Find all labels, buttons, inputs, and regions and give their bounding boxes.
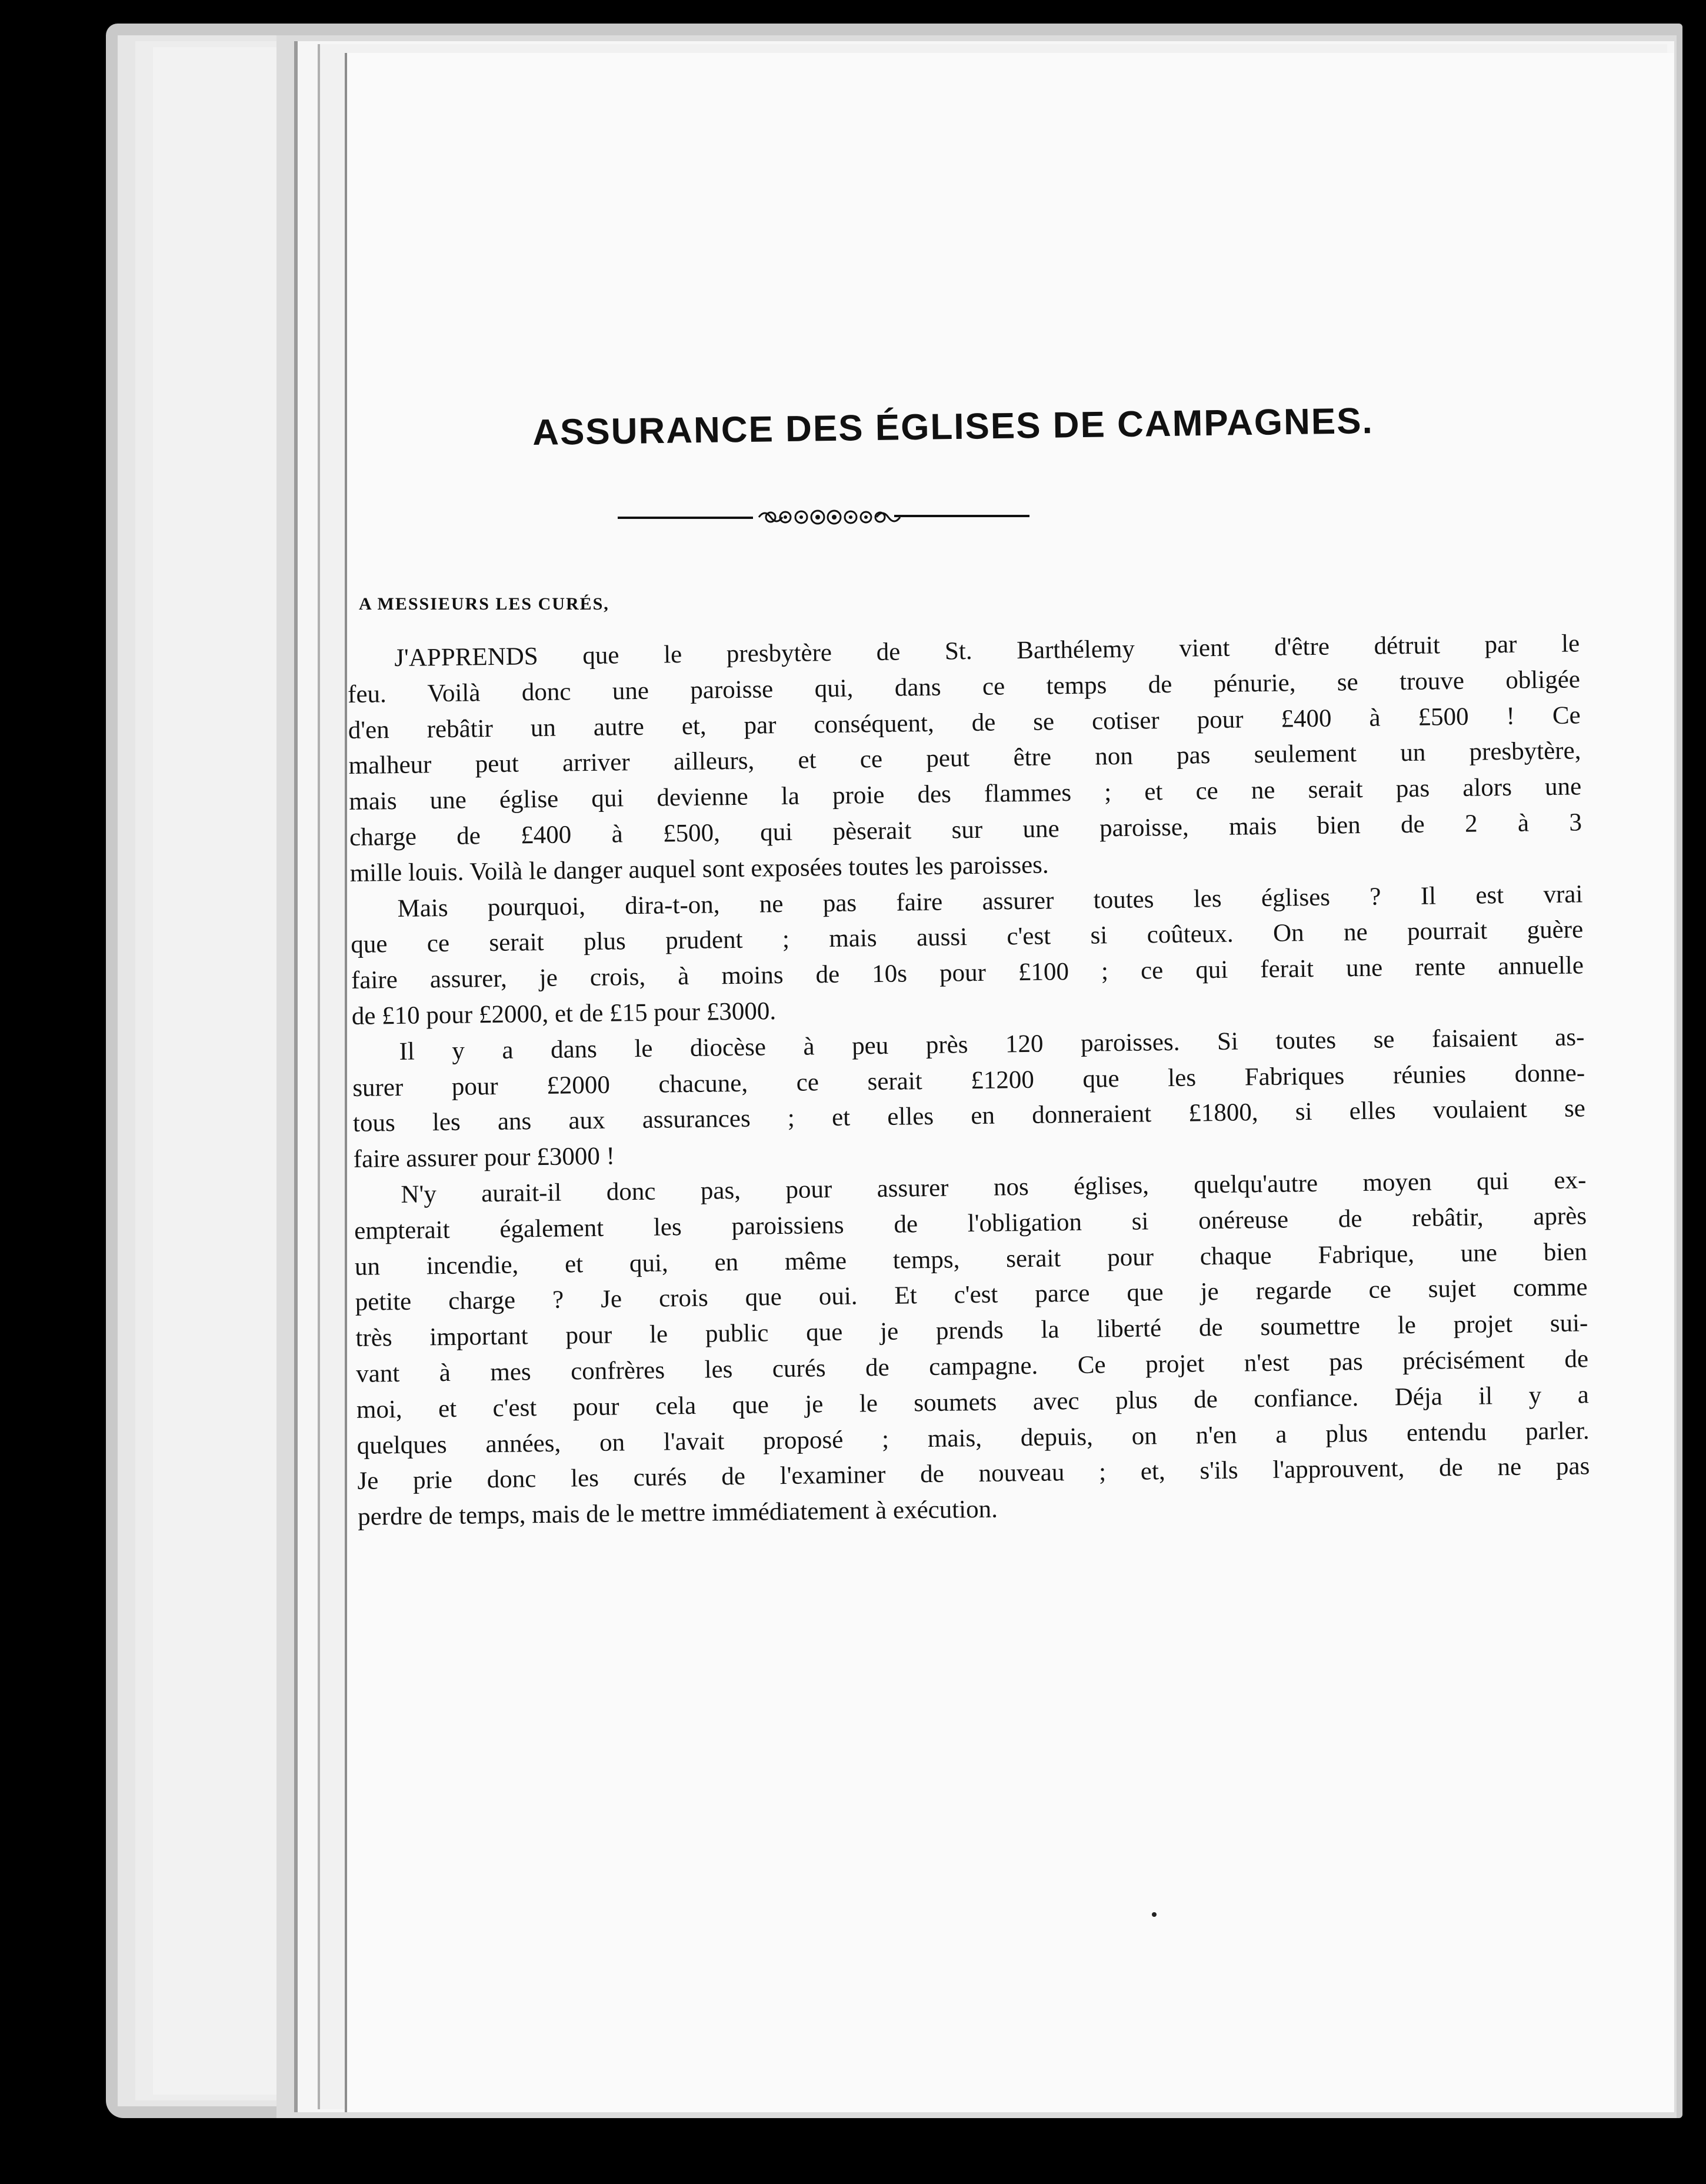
ink-dot [1152,1912,1157,1917]
text-line: de £10 pour £2000, et de £15 pour £3000. [351,997,777,1030]
text-line: charge de £400 à £500, qui pèserait sur une paroisse, mais bien de 2 à 3 [349,808,1582,851]
text-line: feu. Voilà donc une paroisse qui, dans ce temps de pénurie, se trouve obligée [347,665,1581,708]
text-line: faire assurer, je crois, à moins de 10s pour £100 ; ce qui ferait une rente annuelle [351,951,1584,995]
text-line: quelques années, on l'avait proposé ; mais, depuis, on n'en a plus entendu parler. [356,1416,1590,1460]
text-line: que ce serait plus prudent ; mais aussi c'est si coûteux. On ne pourrait guère [351,915,1584,959]
text-line: moi, et c'est pour cela que je le soumets avec plus de confiance. Déja il y a [356,1381,1590,1424]
text-line: très important pour le public que je prends la liberté de soumettre le projet sui- [355,1309,1588,1353]
text-line: mais une église qui devienne la proie des flammes ; et ce ne serait pas alors une [349,773,1582,816]
text-line: perdre de temps, mais de le mettre immédiatement à exécution. [357,1495,998,1532]
text-line: J'APPRENDS que le presbytère de St. Barthélemy vient d'être détruit par le [394,630,1580,672]
text-line: d'en rebâtir un autre et, par conséquent, de se cotiser pour £400 à £500 ! Ce [348,701,1581,744]
text-line: un incendie, et qui, en même temps, serait pour chaque Fabrique, une bien [354,1237,1588,1281]
text-line: surer pour £2000 chacune, ce serait £1200 que les Fabriques réunies donne- [352,1058,1585,1102]
text-line: tous les ans aux assurances ; et elles en donneraient £1800, si elles voulaient se [352,1094,1586,1138]
text-line: vant à mes confrères les curés de campagne. Ce projet n'est pas précisément de [355,1345,1589,1388]
ornament-divider [618,503,1029,532]
text-line: Il y a dans le diocèse à peu près 120 paroisses. Si toutes se faisaient as- [399,1023,1585,1066]
text-line: petite charge ? Je crois que oui. Et c'est parce que je regarde ce sujet comme [355,1273,1588,1317]
text-line: Mais pourquoi, dira-t-on, ne pas faire assurer toutes les églises ? Il est vrai [397,880,1583,923]
text-line: N'y aurait-il donc pas, pour assurer nos églises, quelqu'autre moyen qui ex- [401,1166,1587,1208]
text-line: empterait également les paroissiens de l'obligation si onéreuse de rebâtir, après [354,1202,1587,1245]
salutation: A MESSIEURS LES CURÉS, [359,594,609,614]
document-title: ASSURANCE DES ÉGLISES DE CAMPAGNES. [532,401,1374,453]
text-line: mille louis. Voilà le danger auquel sont exposées toutes les paroisses. [349,851,1049,887]
body-text [347,626,1590,1535]
text-line: faire assurer pour £3000 ! [353,1142,615,1174]
text-line: Je prie donc les curés de l'examiner de nouveau ; et, s'ils l'approuvent, de ne pas [357,1452,1590,1496]
text-line: malheur peut arriver ailleurs, et ce peut être non pas seulement un presbytère, [348,737,1581,780]
